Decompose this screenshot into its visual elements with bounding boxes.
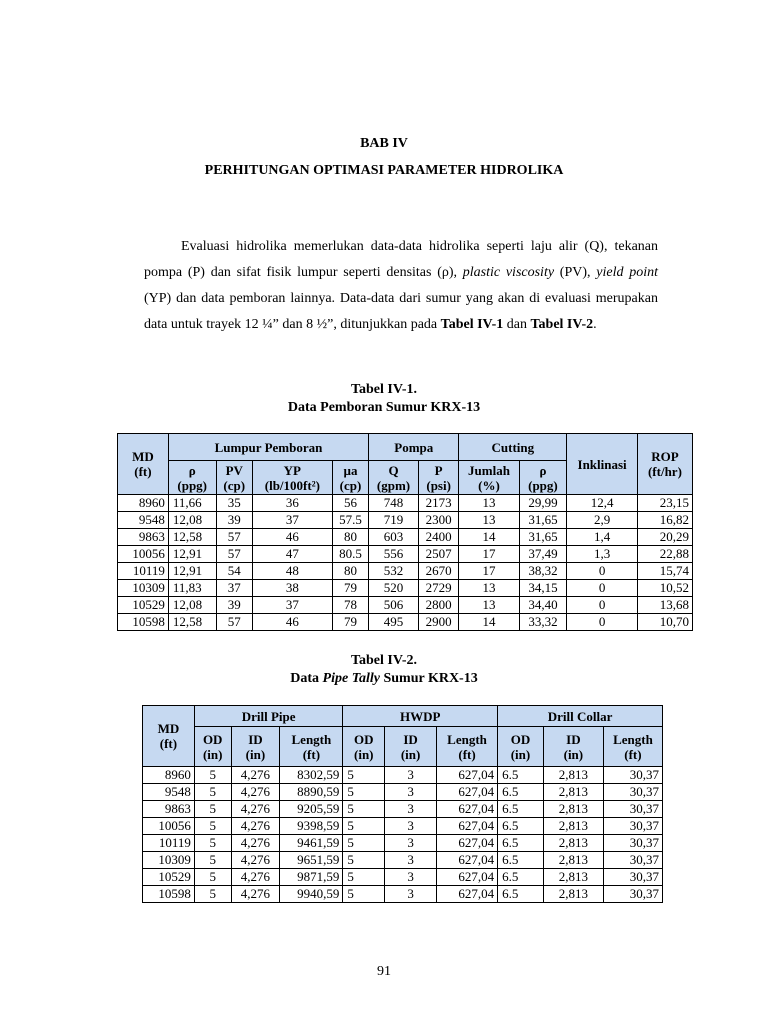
table-cell: 532 (369, 563, 419, 580)
table-cell: 10529 (118, 597, 169, 614)
sub-header (343, 727, 385, 767)
drill-collar-group-header: Drill Collar (498, 706, 663, 727)
table-cell: 17 (459, 563, 519, 580)
table-cell: 30,37 (603, 869, 662, 886)
table-reference: Tabel IV-2 (530, 317, 594, 332)
table-cell: 57.5 (332, 512, 368, 529)
table-cell: 11,83 (168, 580, 216, 597)
table-cell: 31,65 (519, 529, 567, 546)
table1-caption-number: Tabel IV-1. (350, 382, 418, 397)
table1-caption-title: Data Pemboran Sumur KRX-13 (287, 400, 481, 415)
paragraph-text: (YP) dan data pemboran lainnya. Data-data dari sumur yang akan di evaluasi merupakan data untuk trayek 12 ¼” dan 8 ½”, ditunjukkan pada (144, 291, 658, 332)
table-cell: 2173 (418, 495, 458, 512)
table-cell: 3 (385, 835, 437, 852)
sub-header (543, 727, 603, 767)
table-cell: 4,276 (231, 818, 280, 835)
table-row (118, 597, 693, 614)
table-cell: 6.5 (498, 869, 544, 886)
table-cell: 9548 (143, 784, 195, 801)
sub-header (498, 727, 544, 767)
table-cell: 10598 (118, 614, 169, 631)
table-cell: 11,66 (168, 495, 216, 512)
intro-paragraph (144, 234, 658, 338)
table-cell: 8302,59 (280, 767, 343, 784)
table-cell: 3 (385, 818, 437, 835)
table-cell: 20,29 (637, 529, 692, 546)
md-header-label: MD (157, 721, 180, 736)
sub-header-unit: (cp) (223, 477, 246, 493)
table-cell: 5 (194, 869, 231, 886)
table-cell: 0 (567, 563, 638, 580)
table-cell: 36 (252, 495, 332, 512)
table-row (118, 529, 693, 546)
sub-header-label: OD (510, 731, 531, 747)
table-cell: 38,32 (519, 563, 567, 580)
table-cell: 4,276 (231, 835, 280, 852)
cutting-group-header: Cutting (459, 434, 567, 461)
sub-header-label: OD (354, 731, 374, 747)
table-cell: 6.5 (498, 818, 544, 835)
sub-header-label: ρ (188, 462, 196, 478)
table-cell: 0 (567, 580, 638, 597)
chapter-title: PERHITUNGAN OPTIMASI PARAMETER HIDROLIKA (204, 163, 564, 178)
table-cell: 2300 (418, 512, 458, 529)
caption-text: Data (290, 671, 323, 686)
table-cell: 3 (385, 886, 437, 903)
sub-header (280, 727, 343, 767)
hwdp-group-header: HWDP (343, 706, 498, 727)
sub-header-label: ρ (539, 462, 547, 478)
table-cell: 2507 (418, 546, 458, 563)
sub-header-label: P (434, 462, 443, 478)
table-cell: 37 (252, 597, 332, 614)
table-cell: 46 (252, 614, 332, 631)
lumpur-group-header: Lumpur Pemboran (168, 434, 368, 461)
table-cell: 5 (194, 835, 231, 852)
table-cell: 5 (194, 852, 231, 869)
caption-emphasis: Pipe Tally (322, 671, 380, 686)
sub-header-unit: (ft) (458, 746, 476, 762)
table-cell: 30,37 (603, 852, 662, 869)
table-cell: 9871,59 (280, 869, 343, 886)
table-cell: 17 (459, 546, 519, 563)
table-row (118, 495, 693, 512)
md-header (143, 706, 195, 767)
sub-header-unit: (in) (202, 746, 223, 762)
drilling-data-table (117, 433, 693, 631)
drill-pipe-group-header: Drill Pipe (194, 706, 343, 727)
table-row (143, 852, 663, 869)
table-cell: 13 (459, 580, 519, 597)
table-cell: 2400 (418, 529, 458, 546)
sub-header-label: ID (566, 731, 581, 747)
table-cell: 29,99 (519, 495, 567, 512)
table-cell: 5 (194, 784, 231, 801)
table-cell: 748 (369, 495, 419, 512)
table-cell: 1,4 (567, 529, 638, 546)
table-cell: 5 (194, 818, 231, 835)
sub-header-label: OD (202, 731, 223, 747)
sub-header-label: Length (447, 731, 487, 747)
table-cell: 5 (343, 886, 385, 903)
table-cell: 31,65 (519, 512, 567, 529)
table-row (143, 835, 663, 852)
inklinasi-header: Inklinasi (567, 434, 638, 495)
table-cell: 9548 (118, 512, 169, 529)
table-row (143, 767, 663, 784)
table-cell: 80 (332, 529, 368, 546)
table-cell: 10309 (143, 852, 195, 869)
sub-header (603, 727, 662, 767)
sub-header (216, 461, 252, 495)
table-reference: Tabel IV-1 (440, 317, 504, 332)
table-row (118, 563, 693, 580)
table-cell: 6.5 (498, 835, 544, 852)
table1-caption (0, 381, 768, 417)
table-cell: 6.5 (498, 886, 544, 903)
table-cell: 34,15 (519, 580, 567, 597)
table-cell: 12,58 (168, 614, 216, 631)
table-cell: 34,40 (519, 597, 567, 614)
table-cell: 80.5 (332, 546, 368, 563)
table-cell: 13 (459, 597, 519, 614)
sub-header-label: YP (283, 462, 302, 478)
table-cell: 22,88 (637, 546, 692, 563)
table-cell: 5 (343, 835, 385, 852)
table-cell: 627,04 (437, 835, 498, 852)
table-cell: 57 (216, 529, 252, 546)
sub-header (519, 461, 567, 495)
table-cell: 10529 (143, 869, 195, 886)
table-cell: 10056 (143, 818, 195, 835)
table-cell: 47 (252, 546, 332, 563)
table-row (143, 818, 663, 835)
md-header-unit: (ft) (159, 736, 178, 751)
table-cell: 30,37 (603, 784, 662, 801)
sub-header-unit: (in) (245, 746, 266, 762)
table-cell: 2670 (418, 563, 458, 580)
sub-header-unit: (in) (563, 746, 584, 762)
table-row (118, 512, 693, 529)
table-cell: 9205,59 (280, 801, 343, 818)
table-cell: 5 (343, 784, 385, 801)
pipe-tally-table (142, 705, 663, 903)
table-cell: 9863 (118, 529, 169, 546)
sub-header (459, 461, 519, 495)
table-cell: 0 (567, 597, 638, 614)
table-cell: 30,37 (603, 801, 662, 818)
sub-header (231, 727, 280, 767)
table-cell: 4,276 (231, 784, 280, 801)
table-row (118, 546, 693, 563)
table-cell: 2800 (418, 597, 458, 614)
table-cell: 39 (216, 597, 252, 614)
table-cell: 5 (343, 801, 385, 818)
table-cell: 2,813 (543, 835, 603, 852)
table-cell: 30,37 (603, 767, 662, 784)
sub-header-unit: (ppg) (528, 477, 558, 493)
table-cell: 2,813 (543, 801, 603, 818)
paragraph-text: (PV), (554, 265, 597, 280)
table-cell: 37 (216, 580, 252, 597)
table-cell: 10,52 (637, 580, 692, 597)
sub-header-label: Length (291, 731, 332, 747)
table-cell: 4,276 (231, 767, 280, 784)
pompa-group-header: Pompa (369, 434, 459, 461)
table-cell: 627,04 (437, 818, 498, 835)
table-cell: 2,813 (543, 767, 603, 784)
table-cell: 3 (385, 767, 437, 784)
table-cell: 4,276 (231, 869, 280, 886)
table-row (118, 580, 693, 597)
paragraph-text: dan (503, 317, 531, 332)
sub-header-unit: (ft) (624, 746, 642, 762)
table-cell: 627,04 (437, 801, 498, 818)
sub-header-unit: (%) (478, 477, 500, 493)
table-cell: 2729 (418, 580, 458, 597)
sub-header-unit: (in) (354, 746, 374, 762)
paragraph-emphasis: yield point (596, 265, 658, 280)
table-cell: 57 (216, 546, 252, 563)
table-cell: 5 (343, 869, 385, 886)
table-cell: 9398,59 (280, 818, 343, 835)
table-cell: 39 (216, 512, 252, 529)
table-cell: 54 (216, 563, 252, 580)
table-cell: 4,276 (231, 886, 280, 903)
table-cell: 12,4 (567, 495, 638, 512)
table-cell: 2,813 (543, 886, 603, 903)
table-cell: 1,3 (567, 546, 638, 563)
table-row (143, 801, 663, 818)
sub-header (369, 461, 419, 495)
table-cell: 10119 (143, 835, 195, 852)
table-cell: 15,74 (637, 563, 692, 580)
table-cell: 23,15 (637, 495, 692, 512)
table-cell: 627,04 (437, 886, 498, 903)
table-cell: 5 (343, 767, 385, 784)
paragraph-text: Evaluasi hidrolika memerlukan data-data hidrolika seperti laju alir (Q), tekanan pompa (P) dan sifat fisik lumpur seperti densitas (ρ), (144, 239, 658, 280)
table-cell: 12,58 (168, 529, 216, 546)
table-cell: 5 (194, 801, 231, 818)
table-cell: 2900 (418, 614, 458, 631)
table-cell: 5 (194, 767, 231, 784)
sub-header-unit: (cp) (339, 477, 362, 493)
sub-header-unit: (ppg) (177, 477, 208, 493)
table-cell: 6.5 (498, 767, 544, 784)
table2-caption (0, 652, 768, 688)
sub-header-unit: (psi) (426, 477, 451, 493)
table-row (118, 614, 693, 631)
sub-header (385, 727, 437, 767)
table-cell: 2,813 (543, 869, 603, 886)
sub-header-unit: (gpm) (376, 477, 411, 493)
sub-header-label: µa (343, 462, 358, 478)
table-cell: 627,04 (437, 767, 498, 784)
table-row (143, 784, 663, 801)
table-cell: 5 (343, 818, 385, 835)
table-cell: 8960 (118, 495, 169, 512)
table-cell: 6.5 (498, 852, 544, 869)
sub-header (437, 727, 498, 767)
paragraph-text: . (593, 317, 597, 332)
table-cell: 10056 (118, 546, 169, 563)
table2-caption-number: Tabel IV-2. (350, 653, 418, 668)
rop-header-unit: (ft/hr) (647, 464, 682, 479)
table-cell: 9651,59 (280, 852, 343, 869)
sub-header-unit: (lb/100ft²) (264, 477, 320, 493)
table-cell: 3 (385, 852, 437, 869)
table-cell: 78 (332, 597, 368, 614)
table-cell: 33,32 (519, 614, 567, 631)
table-cell: 2,813 (543, 818, 603, 835)
sub-header (252, 461, 332, 495)
table-cell: 14 (459, 529, 519, 546)
table-cell: 2,9 (567, 512, 638, 529)
table-cell: 30,37 (603, 835, 662, 852)
table-cell: 10598 (143, 886, 195, 903)
table-cell: 627,04 (437, 869, 498, 886)
table-cell: 10309 (118, 580, 169, 597)
table-cell: 0 (567, 614, 638, 631)
sub-header-unit: (ft) (302, 746, 321, 762)
sub-header-label: PV (225, 462, 243, 478)
rop-header-label: ROP (651, 449, 679, 464)
table-cell: 79 (332, 580, 368, 597)
table-cell: 35 (216, 495, 252, 512)
table-cell: 12,91 (168, 563, 216, 580)
table-cell: 37,49 (519, 546, 567, 563)
table-cell: 8890,59 (280, 784, 343, 801)
sub-header-label: Length (613, 731, 653, 747)
table-cell: 79 (332, 614, 368, 631)
table-cell: 495 (369, 614, 419, 631)
table-cell: 13 (459, 495, 519, 512)
table-cell: 5 (343, 852, 385, 869)
table-cell: 56 (332, 495, 368, 512)
table-cell: 506 (369, 597, 419, 614)
table-cell: 627,04 (437, 784, 498, 801)
table-cell: 30,37 (603, 886, 662, 903)
sub-header (332, 461, 368, 495)
table-cell: 5 (194, 886, 231, 903)
table-cell: 3 (385, 869, 437, 886)
table-cell: 13,68 (637, 597, 692, 614)
table-cell: 719 (369, 512, 419, 529)
table-cell: 38 (252, 580, 332, 597)
table-cell: 13 (459, 512, 519, 529)
table-cell: 2,813 (543, 784, 603, 801)
md-header (118, 434, 169, 495)
table-cell: 520 (369, 580, 419, 597)
md-header-unit: (ft) (134, 464, 152, 479)
table-cell: 37 (252, 512, 332, 529)
rop-header (637, 434, 692, 495)
table-cell: 9863 (143, 801, 195, 818)
table-cell: 48 (252, 563, 332, 580)
table-cell: 9461,59 (280, 835, 343, 852)
table-cell: 46 (252, 529, 332, 546)
table-cell: 2,813 (543, 852, 603, 869)
table-cell: 10119 (118, 563, 169, 580)
table-cell: 603 (369, 529, 419, 546)
table-cell: 6.5 (498, 784, 544, 801)
sub-header (418, 461, 458, 495)
table-row (143, 869, 663, 886)
md-header-label: MD (132, 449, 154, 464)
sub-header (168, 461, 216, 495)
table-cell: 4,276 (231, 852, 280, 869)
sub-header-label: Q (388, 462, 399, 478)
table-cell: 6.5 (498, 801, 544, 818)
table-cell: 3 (385, 784, 437, 801)
sub-header-label: ID (403, 731, 418, 747)
sub-header-unit: (in) (510, 746, 531, 762)
table-row (143, 886, 663, 903)
table-cell: 14 (459, 614, 519, 631)
table-cell: 10,70 (637, 614, 692, 631)
table-cell: 556 (369, 546, 419, 563)
paragraph-emphasis: plastic viscosity (462, 265, 555, 280)
page-number: 91 (377, 964, 391, 979)
table-cell: 30,37 (603, 818, 662, 835)
table-cell: 80 (332, 563, 368, 580)
table2-caption-title (0, 670, 768, 688)
table-cell: 12,08 (168, 597, 216, 614)
table-cell: 8960 (143, 767, 195, 784)
sub-header-unit: (in) (400, 746, 421, 762)
table-cell: 12,08 (168, 512, 216, 529)
table-cell: 16,82 (637, 512, 692, 529)
sub-header-label: Jumlah (468, 462, 510, 478)
table-cell: 9940,59 (280, 886, 343, 903)
chapter-number: BAB IV (360, 136, 408, 151)
table-cell: 57 (216, 614, 252, 631)
table-cell: 12,91 (168, 546, 216, 563)
caption-text: Sumur KRX-13 (379, 671, 478, 686)
sub-header (194, 727, 231, 767)
table-cell: 4,276 (231, 801, 280, 818)
table-cell: 627,04 (437, 852, 498, 869)
sub-header-label: ID (248, 731, 263, 747)
table-cell: 3 (385, 801, 437, 818)
